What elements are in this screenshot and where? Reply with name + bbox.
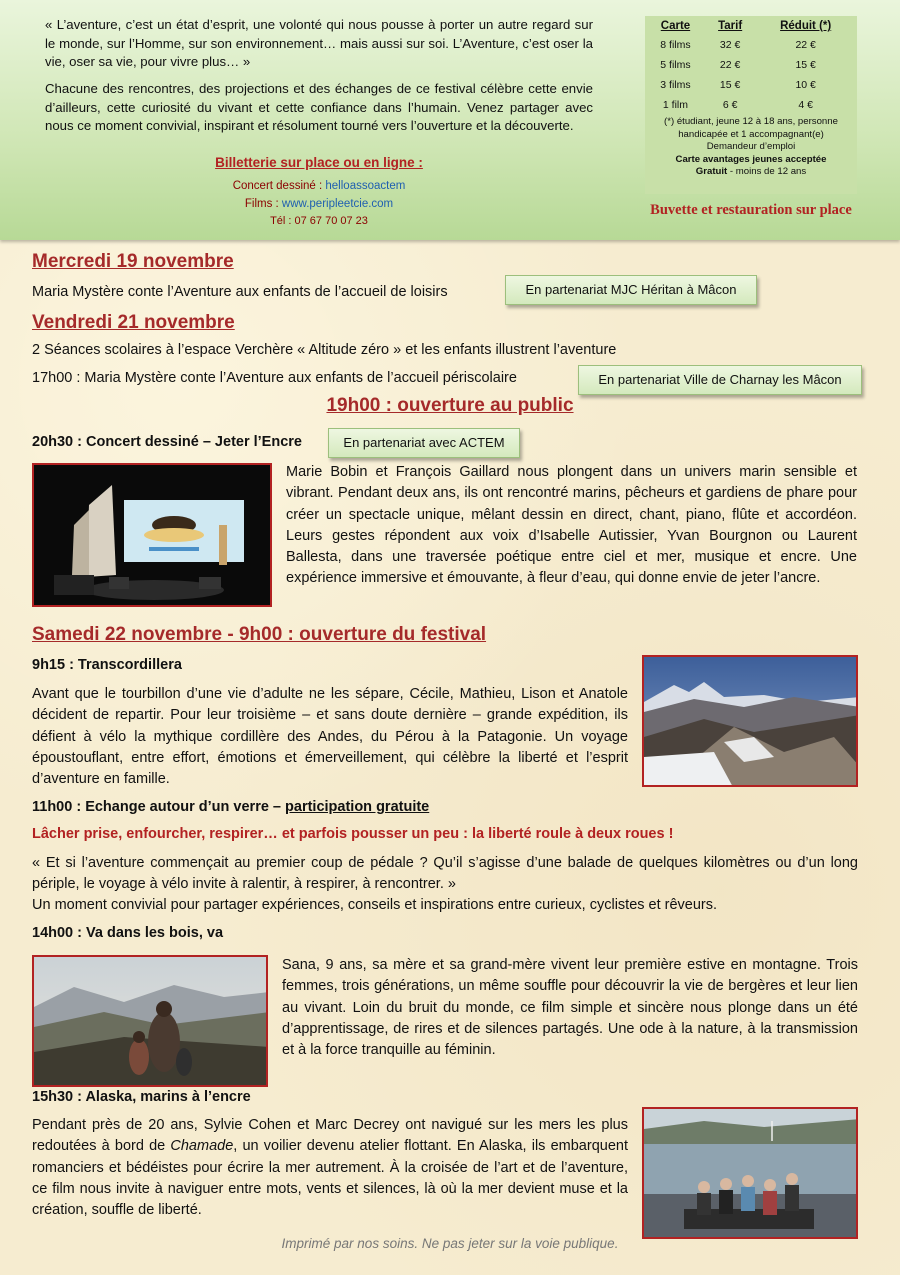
event1-description: Avant que le tourbillon d’une vie d’adulte ne les sépare, Cécile, Mathieu, Lison et Anatole décident de repartir. Pour leur troisième – et sans doute dernière – grande expédition, ils défient à vélo la mythique cordillère des Andes, du Pérou à la Patagonie. Un voyage époustouflant, entre effort, émotions et émerveillement, qui célèbre la liberté et l’esprit d’aventure en famille. bbox=[32, 686, 628, 788]
tariff-cell: 3 films bbox=[660, 79, 691, 91]
samedi-title: Samedi 22 novembre - 9h00 : ouverture du festival bbox=[32, 624, 487, 645]
mercredi-partner-badge: En partenariat MJC Héritan à Mâcon bbox=[505, 275, 757, 305]
va-dans-les-bois-photo bbox=[32, 955, 268, 1087]
tariff-cell: 8 films bbox=[660, 39, 691, 51]
films-ticket-line bbox=[45, 198, 593, 210]
mountain-family-image bbox=[34, 957, 268, 1087]
concert-ticket-line bbox=[45, 180, 593, 192]
boat-name: Chamade bbox=[170, 1138, 234, 1155]
alaska-crew-image bbox=[644, 1109, 858, 1239]
event2-subtitle: Lâcher prise, enfourcher, respirer… et parfois pousser un peu : la liberté roule à deux roues ! bbox=[32, 826, 674, 842]
tariff-header: Tarif bbox=[718, 20, 743, 32]
alaska-photo bbox=[642, 1107, 858, 1239]
vendredi-line1: 2 Séances scolaires à l’espace Verchère « Altitude zéro » et les enfants illustrent l’aventure bbox=[32, 342, 617, 358]
tariff-note: Demandeur d’emploi bbox=[706, 141, 796, 152]
table-row bbox=[645, 76, 857, 96]
opening-title: 19h00 : ouverture au public bbox=[326, 395, 574, 416]
tariff-header: Réduit (*) bbox=[780, 20, 832, 32]
tariff-cell: 22 € bbox=[795, 39, 816, 51]
vendredi-line2: 17h00 : Maria Mystère conte l’Aventure aux enfants de l’accueil périscolaire bbox=[32, 370, 517, 386]
phone-number: Tél : 07 67 70 07 23 bbox=[270, 215, 368, 227]
concert-ticket-link[interactable]: helloassoactem bbox=[325, 180, 406, 192]
free-condition: - moins de 12 ans bbox=[727, 166, 807, 177]
event3-title: 14h00 : Va dans les bois, va bbox=[32, 925, 224, 941]
event1-title: 9h15 : Transcordillera bbox=[32, 657, 182, 673]
concert-description: Marie Bobin et François Gaillard nous plongent dans un univers marin sensible et vibrant. Pendant deux ans, ils ont rencontré marins, pêcheurs et gardiens de phare pour créer un spectacle unique, mêlant dessin en direct, chant, piano, flûte et accordéon. Leurs gestes répondent aux voix d’Isabelle Autissier, Yvan Bourgnon ou Laurent Ballesta, dans une traversée poétique entre ciel et mer, musique et encre. Une expérience immersive et émouvante, à fleur d’eau, qui donne envie de jeter l’ancre. bbox=[286, 464, 857, 587]
transcordillera-photo bbox=[642, 655, 858, 787]
concert-photo bbox=[32, 463, 272, 607]
mercredi-title: Mercredi 19 novembre bbox=[32, 251, 234, 272]
tariff-table bbox=[645, 16, 857, 194]
vendredi-title: Vendredi 21 novembre bbox=[32, 312, 235, 333]
films-ticket-label: Films : bbox=[244, 198, 282, 210]
tariff-cell: 32 € bbox=[719, 39, 741, 51]
tariff-note: Carte avantages jeunes acceptée bbox=[675, 153, 827, 165]
vendredi-partner-badge: En partenariat Ville de Charnay les Mâcon bbox=[578, 365, 862, 395]
event4-text-part: , un voilier devenu atelier flottant. En Alaska, ils embarquent romanciers et bédéistes pour écrire la mer autrement. À la croisée de l’art et de l’aventure, ce film nous invite à naviguer entre mots, vents et silences, là où la mer devient muse et la création, souffle de liberté. bbox=[32, 1138, 628, 1219]
concert-title: 20h30 : Concert dessiné – Jeter l’Encre bbox=[32, 434, 302, 450]
event2-free-label: participation gratuite bbox=[285, 799, 430, 815]
table-row bbox=[645, 36, 857, 56]
free-label: Gratuit bbox=[695, 166, 728, 177]
event4-description bbox=[32, 1115, 628, 1221]
tariff-header: Carte bbox=[660, 20, 691, 32]
buvette-text: Buvette et restauration sur place bbox=[650, 202, 852, 218]
table-row bbox=[645, 96, 857, 116]
tariff-cell: 5 films bbox=[660, 59, 691, 71]
tariff-cell: 15 € bbox=[795, 59, 816, 71]
tariff-note: (*) étudiant, jeune 12 à 18 ans, personne handicapée et 1 accompagnant(e) bbox=[664, 116, 838, 140]
tariff-cell: 22 € bbox=[719, 59, 741, 71]
event3-description: Sana, 9 ans, sa mère et sa grand-mère vivent leur première estive en montagne. Trois femmes, trois générations, un même souffle pour découvrir la vie de bergères et leur lien au vivant. Loin du bruit du monde, ce film simple et sincère nous plonge dans un été d’apprentissage, de rires et de silences partagés. Une ode à la nature, à la transmission et à la force tranquille au féminin. bbox=[282, 957, 858, 1059]
tariff-cell: 15 € bbox=[719, 79, 741, 91]
intro-paragraph: Chacune des rencontres, des projections et des échanges de ce festival célèbre cette envie d’ailleurs, cette curiosité du vivant et cette confiance dans l’humain. Venez partager avec nous ce moment convivial, inspirant et résolument tourné vers l’ouverture et la découverte. bbox=[45, 81, 593, 133]
tariff-cell: 10 € bbox=[795, 79, 816, 91]
event4-title: 15h30 : Alaska, marins à l’encre bbox=[32, 1089, 251, 1105]
event4-text-part: Pendant près de 20 ans, Sylvie Cohen et Marc Decrey ont navigué sur les mers les plus redoutées à bord de bbox=[32, 1117, 628, 1155]
tariff-note bbox=[649, 166, 853, 179]
tariff-cell: 1 film bbox=[662, 99, 689, 111]
tariff-cell: 4 € bbox=[798, 99, 813, 111]
films-ticket-link[interactable]: www.peripleetcie.com bbox=[281, 198, 394, 210]
andes-mountain-image bbox=[644, 657, 858, 787]
event2-description: Un moment convivial pour partager expériences, conseils et inspirations entre curieux, cyclistes et rêveurs. bbox=[32, 897, 718, 913]
intro-quote: « L’aventure, c’est un état d’esprit, une volonté qui nous pousse à porter un autre regard sur le monde, sur l’Homme, sur son environnement… mais aussi sur soi. L’Aventure, c’est oser la vie, oser sa vie, pour vivre plus… » bbox=[45, 17, 593, 69]
tariff-notes bbox=[645, 116, 857, 179]
tariff-cell: 6 € bbox=[722, 99, 738, 111]
concert-ticket-label: Concert dessiné : bbox=[232, 180, 326, 192]
event2-title: 11h00 : Echange autour d’un verre – bbox=[32, 799, 286, 815]
mercredi-line: Maria Mystère conte l’Aventure aux enfants de l’accueil de loisirs bbox=[32, 284, 448, 300]
stage-scene-image bbox=[34, 465, 272, 607]
event2-quote: « Et si l’aventure commençait au premier coup de pédale ? Qu’il s’agisse d’une balade de quelques kilomètres ou d’un long périple, le voyage à vélo invite à ralentir, à respirer, à rencontrer. » bbox=[32, 855, 858, 893]
table-row bbox=[645, 56, 857, 76]
footer-notice: Imprimé par nos soins. Ne pas jeter sur la voie publique. bbox=[281, 1236, 619, 1251]
ticket-title: Billetterie sur place ou en ligne : bbox=[215, 155, 423, 170]
event2-title-line bbox=[32, 799, 429, 815]
concert-partner-badge: En partenariat avec ACTEM bbox=[328, 428, 520, 458]
